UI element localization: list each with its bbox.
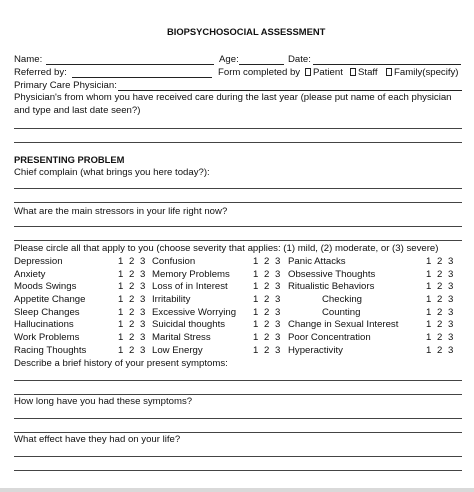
severity-options[interactable]: 1 2 3 xyxy=(253,294,282,305)
family-checkbox[interactable] xyxy=(386,68,392,76)
page-bottom-edge xyxy=(0,488,474,492)
severity-options[interactable]: 1 2 3 xyxy=(118,281,147,292)
duration-answer-line[interactable] xyxy=(14,432,462,433)
symptom-label: Low Energy xyxy=(152,345,203,356)
age-field[interactable] xyxy=(239,64,284,65)
symptom-label: Poor Concentration xyxy=(288,332,371,343)
duration-answer-line[interactable] xyxy=(14,418,462,419)
physicians-question-line1: Physician's from whom you have received care during the last year (please put name of each physician xyxy=(14,92,452,103)
symptom-label: Checking xyxy=(322,294,362,305)
symptom-label: Work Problems xyxy=(14,332,80,343)
severity-options[interactable]: 1 2 3 xyxy=(118,256,147,267)
option-family[interactable] xyxy=(386,68,459,78)
option-patient[interactable] xyxy=(305,68,343,78)
severity-options[interactable]: 1 2 3 xyxy=(426,332,455,343)
severity-options[interactable]: 1 2 3 xyxy=(426,281,455,292)
severity-options[interactable]: 1 2 3 xyxy=(118,332,147,343)
severity-options[interactable]: 1 2 3 xyxy=(426,269,455,280)
severity-options[interactable]: 1 2 3 xyxy=(253,307,282,318)
symptom-label: Suicidal thoughts xyxy=(152,319,226,330)
presenting-problem-heading: PRESENTING PROBLEM xyxy=(14,154,125,165)
severity-options[interactable]: 1 2 3 xyxy=(253,269,282,280)
patient-label: Patient xyxy=(313,67,343,78)
symptom-label: Irritability xyxy=(152,294,191,305)
date-field[interactable] xyxy=(313,64,461,65)
chief-complaint-answer-line[interactable] xyxy=(14,188,462,189)
severity-options[interactable]: 1 2 3 xyxy=(118,294,147,305)
symptom-label: Memory Problems xyxy=(152,269,230,280)
referred-label: Referred by: xyxy=(14,67,67,78)
severity-options[interactable]: 1 2 3 xyxy=(426,307,455,318)
severity-options[interactable]: 1 2 3 xyxy=(253,332,282,343)
stressors-answer-line[interactable] xyxy=(14,226,462,227)
form-title: BIOPSYCHOSOCIAL ASSESSMENT xyxy=(167,26,326,37)
effect-question: What effect have they had on your life? xyxy=(14,434,181,445)
physicians-answer-line[interactable] xyxy=(14,142,462,143)
severity-instructions: Please circle all that apply to you (choose severity that applies: (1) mild, (2) moderate, or (3) severe) xyxy=(14,243,439,254)
symptom-label: Racing Thoughts xyxy=(14,345,87,356)
symptom-label: Sleep Changes xyxy=(14,307,80,318)
severity-options[interactable]: 1 2 3 xyxy=(426,294,455,305)
symptom-label: Hallucinations xyxy=(14,319,74,330)
severity-options[interactable]: 1 2 3 xyxy=(253,256,282,267)
name-field[interactable] xyxy=(46,64,214,65)
referred-field[interactable] xyxy=(72,77,212,78)
primary-care-label: Primary Care Physician: xyxy=(14,80,117,91)
stressors-answer-line[interactable] xyxy=(14,240,462,241)
symptom-label: Depression xyxy=(14,256,63,267)
severity-options[interactable]: 1 2 3 xyxy=(426,319,455,330)
symptom-label: Moods Swings xyxy=(14,281,77,292)
symptom-label: Ritualistic Behaviors xyxy=(288,281,375,292)
symptom-label: Marital Stress xyxy=(152,332,211,343)
severity-options[interactable]: 1 2 3 xyxy=(118,307,147,318)
history-answer-line[interactable] xyxy=(14,394,462,395)
symptom-label: Counting xyxy=(322,307,361,318)
effect-answer-line[interactable] xyxy=(14,470,462,471)
symptom-label: Confusion xyxy=(152,256,196,267)
option-staff[interactable] xyxy=(350,68,378,78)
symptom-label: Appetite Change xyxy=(14,294,86,305)
stressors-question: What are the main stressors in your life right now? xyxy=(14,206,228,217)
chief-complaint-answer-line[interactable] xyxy=(14,202,462,203)
severity-options[interactable]: 1 2 3 xyxy=(253,319,282,330)
physicians-answer-line[interactable] xyxy=(14,128,462,129)
symptom-label: Excessive Worrying xyxy=(152,307,237,318)
age-label: Age: xyxy=(219,54,239,65)
completed-by-label: Form completed by xyxy=(218,67,301,78)
severity-options[interactable]: 1 2 3 xyxy=(118,269,147,280)
severity-options[interactable]: 1 2 3 xyxy=(118,319,147,330)
severity-options[interactable]: 1 2 3 xyxy=(426,345,455,356)
symptom-label: Hyperactivity xyxy=(288,345,343,356)
name-label: Name: xyxy=(14,54,43,65)
symptom-label: Obsessive Thoughts xyxy=(288,269,376,280)
chief-complaint-question: Chief complain (what brings you here today?): xyxy=(14,167,210,178)
effect-answer-line[interactable] xyxy=(14,456,462,457)
symptom-label: Change in Sexual Interest xyxy=(288,319,399,330)
physicians-question-line2: and type and last date seen?) xyxy=(14,105,141,116)
symptom-label: Loss of in Interest xyxy=(152,281,228,292)
severity-options[interactable]: 1 2 3 xyxy=(253,345,282,356)
primary-care-field[interactable] xyxy=(118,90,462,91)
history-answer-line[interactable] xyxy=(14,380,462,381)
family-label: Family(specify) xyxy=(394,67,459,78)
patient-checkbox[interactable] xyxy=(305,68,311,76)
symptom-label: Anxiety xyxy=(14,269,46,280)
date-label: Date: xyxy=(288,54,311,65)
severity-options[interactable]: 1 2 3 xyxy=(426,256,455,267)
severity-options[interactable]: 1 2 3 xyxy=(118,345,147,356)
duration-question: How long have you had these symptoms? xyxy=(14,396,193,407)
severity-options[interactable]: 1 2 3 xyxy=(253,281,282,292)
history-question: Describe a brief history of your present symptoms: xyxy=(14,358,228,369)
staff-label: Staff xyxy=(358,67,378,78)
staff-checkbox[interactable] xyxy=(350,68,356,76)
symptom-label: Panic Attacks xyxy=(288,256,346,267)
